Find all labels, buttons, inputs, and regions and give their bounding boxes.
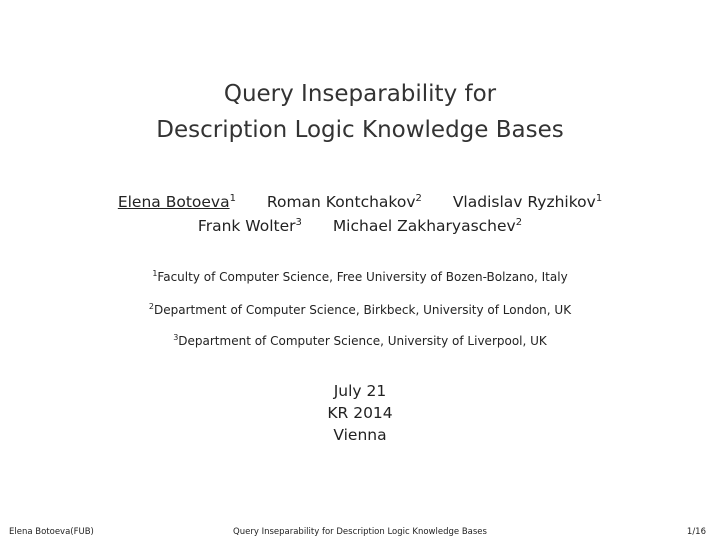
footer-page-number: 1/16 xyxy=(686,527,706,537)
event-info xyxy=(0,380,720,446)
affiliation-mark: 2 xyxy=(415,193,422,204)
affiliation-2 xyxy=(0,303,720,317)
affiliation-mark: 2 xyxy=(515,217,523,228)
affiliation-1 xyxy=(0,270,720,284)
title-line-2: Description Logic Knowledge Bases xyxy=(156,117,564,143)
author-name xyxy=(118,193,236,211)
affiliation-text: Department of Computer Science, Birkbeck, University of London, UK xyxy=(154,303,572,317)
author-name xyxy=(198,217,302,235)
author-name xyxy=(267,193,422,211)
presenting-author: Elena Botoeva xyxy=(117,193,230,211)
affiliation-text: Department of Computer Science, University of Liverpool, UK xyxy=(178,334,547,348)
author-row-2 xyxy=(0,214,720,238)
affiliation-text: Faculty of Computer Science, Free University of Bozen-Bolzano, Italy xyxy=(157,270,568,284)
event-date: July 21 xyxy=(333,382,387,400)
footer-author: Elena Botoeva(FUB) xyxy=(9,527,94,537)
author-name-text: Michael Zakharyaschev xyxy=(332,217,516,235)
author-row-1 xyxy=(0,190,720,214)
event-conference: KR 2014 xyxy=(327,404,393,422)
author-name xyxy=(333,217,522,235)
author-name xyxy=(453,193,602,211)
author-list xyxy=(0,190,720,238)
slide-footer xyxy=(0,524,720,541)
affiliation-mark: 3 xyxy=(173,333,179,342)
title-line-1: Query Inseparability for xyxy=(223,81,497,107)
footer-title: Query Inseparability for Description Logic Knowledge Bases xyxy=(233,527,487,537)
affiliation-mark: 3 xyxy=(295,217,302,228)
affiliation-mark: 1 xyxy=(152,269,158,278)
author-name-text: Frank Wolter xyxy=(197,217,296,235)
affiliation-mark: 1 xyxy=(229,193,236,204)
slide-title xyxy=(0,76,720,148)
author-name-text: Vladislav Ryzhikov xyxy=(452,193,596,211)
event-location: Vienna xyxy=(333,426,387,444)
author-name-text: Roman Kontchakov xyxy=(266,193,416,211)
affiliation-3 xyxy=(0,334,720,348)
affiliation-mark: 2 xyxy=(148,302,155,311)
affiliation-mark: 1 xyxy=(595,193,603,204)
